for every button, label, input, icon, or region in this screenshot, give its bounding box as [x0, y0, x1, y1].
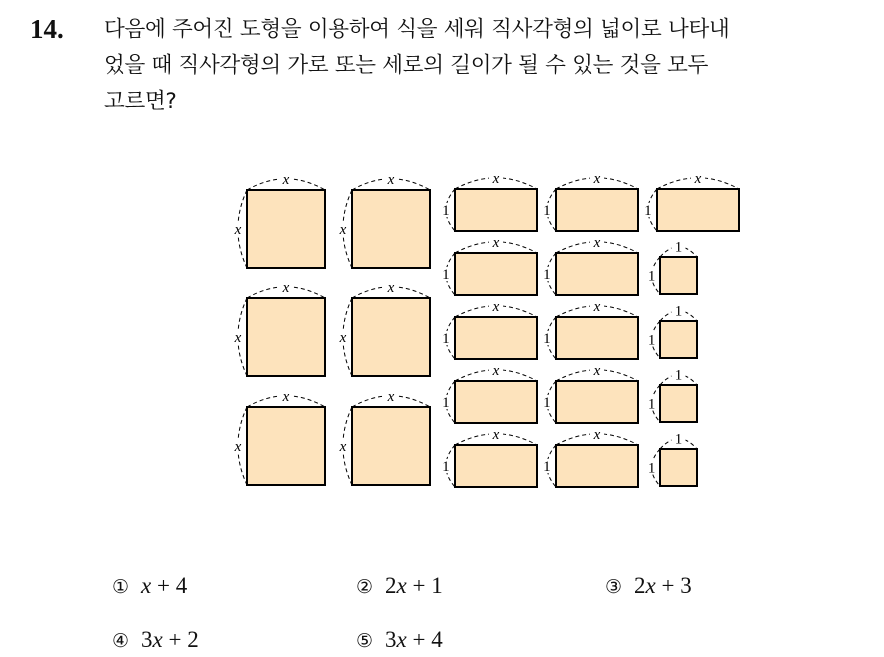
- large-square-tile-4: [247, 407, 325, 485]
- rectangle-tile-5: [455, 317, 537, 359]
- choice-4[interactable]: [112, 627, 199, 653]
- choice-1-expression: x + 4: [141, 573, 188, 598]
- large-square-left-label-0: x: [234, 222, 242, 238]
- rectangle-left-label-0: 1: [442, 203, 450, 219]
- rectangle-top-label-4: x: [593, 234, 601, 251]
- choice-3-mark: ③: [605, 576, 623, 598]
- rectangle-top-label-3: x: [492, 234, 500, 251]
- rectangle-top-label-9: x: [492, 426, 500, 443]
- large-square-left-label-4: x: [234, 439, 242, 455]
- rectangle-top-label-1: x: [593, 170, 601, 187]
- rectangle-tile-10: [556, 445, 638, 487]
- rectangle-top-label-7: x: [492, 362, 500, 379]
- rectangle-left-label-7: 1: [442, 395, 450, 411]
- rectangle-tile-2: [657, 189, 739, 231]
- rectangle-tile-7: [455, 381, 537, 423]
- small-square-tile-3: [660, 449, 697, 486]
- large-square-tile-2: [247, 298, 325, 376]
- rectangle-tile-0: [455, 189, 537, 231]
- rectangle-top-label-8: x: [593, 362, 601, 379]
- rectangle-left-label-5: 1: [442, 331, 450, 347]
- choice-4-mark: ④: [112, 630, 130, 652]
- choice-3[interactable]: [605, 573, 692, 599]
- large-square-left-label-5: x: [339, 439, 347, 455]
- large-square-tile-0: [247, 190, 325, 268]
- large-square-top-label-5: x: [387, 388, 395, 405]
- small-square-top-label-1: 1: [674, 303, 683, 320]
- small-square-left-label-2: 1: [647, 396, 656, 413]
- rectangle-top-label-5: x: [492, 298, 500, 315]
- rectangle-top-label-0: x: [492, 170, 500, 187]
- question-line-3: 고르면?: [104, 89, 177, 114]
- small-square-top-label-0: 1: [674, 239, 683, 256]
- choice-4-expression: 3x + 2: [141, 627, 199, 652]
- choice-2-mark: ②: [356, 576, 374, 598]
- choice-1[interactable]: [112, 573, 187, 599]
- question-line-1: 다음에 주어진 도형을 이용하여 식을 세워 직사각형의 넓이로 나타내: [104, 17, 730, 42]
- large-square-tile-3: [352, 298, 430, 376]
- choice-2-expression: 2x + 1: [385, 573, 443, 598]
- large-square-top-label-4: x: [282, 388, 290, 405]
- rectangle-left-label-2: 1: [644, 203, 652, 219]
- small-square-tile-2: [660, 385, 697, 422]
- small-square-top-label-2: 1: [674, 367, 683, 384]
- rectangle-left-label-6: 1: [543, 331, 551, 347]
- large-square-left-label-1: x: [339, 222, 347, 238]
- choice-3-expression: 2x + 3: [634, 573, 692, 598]
- large-square-top-label-1: x: [387, 171, 395, 188]
- small-square-top-label-3: 1: [674, 431, 683, 448]
- large-square-top-label-3: x: [387, 279, 395, 296]
- small-square-left-label-3: 1: [647, 460, 656, 477]
- rectangle-top-label-10: x: [593, 426, 601, 443]
- rectangle-left-label-10: 1: [543, 459, 551, 475]
- large-square-top-label-0: x: [282, 171, 290, 188]
- choice-5[interactable]: [356, 627, 443, 653]
- rectangle-tile-3: [455, 253, 537, 295]
- rectangle-left-label-1: 1: [543, 203, 551, 219]
- large-square-tile-1: [352, 190, 430, 268]
- choice-5-mark: ⑤: [356, 630, 374, 652]
- small-square-tile-0: [660, 257, 697, 294]
- small-square-left-label-1: 1: [647, 332, 656, 349]
- large-square-tile-5: [352, 407, 430, 485]
- choice-5-expression: 3x + 4: [385, 627, 443, 652]
- rectangle-tile-8: [556, 381, 638, 423]
- question-line-2: 었을 때 직사각형의 가로 또는 세로의 길이가 될 수 있는 것을 모두: [104, 53, 709, 78]
- rectangle-top-label-2: x: [694, 170, 702, 187]
- rectangle-tile-6: [556, 317, 638, 359]
- rectangle-top-label-6: x: [593, 298, 601, 315]
- question-number: 14.: [30, 14, 64, 44]
- rectangle-left-label-8: 1: [543, 395, 551, 411]
- choice-1-mark: ①: [112, 576, 130, 598]
- rectangle-left-label-9: 1: [442, 459, 450, 475]
- rectangle-left-label-4: 1: [543, 267, 551, 283]
- large-square-left-label-2: x: [234, 330, 242, 346]
- rectangle-tile-9: [455, 445, 537, 487]
- rectangle-tile-1: [556, 189, 638, 231]
- large-square-top-label-2: x: [282, 279, 290, 296]
- small-square-left-label-0: 1: [647, 268, 656, 285]
- rectangle-left-label-3: 1: [442, 267, 450, 283]
- large-square-left-label-3: x: [339, 330, 347, 346]
- rectangle-tile-4: [556, 253, 638, 295]
- choice-2[interactable]: [356, 573, 443, 599]
- small-square-tile-1: [660, 321, 697, 358]
